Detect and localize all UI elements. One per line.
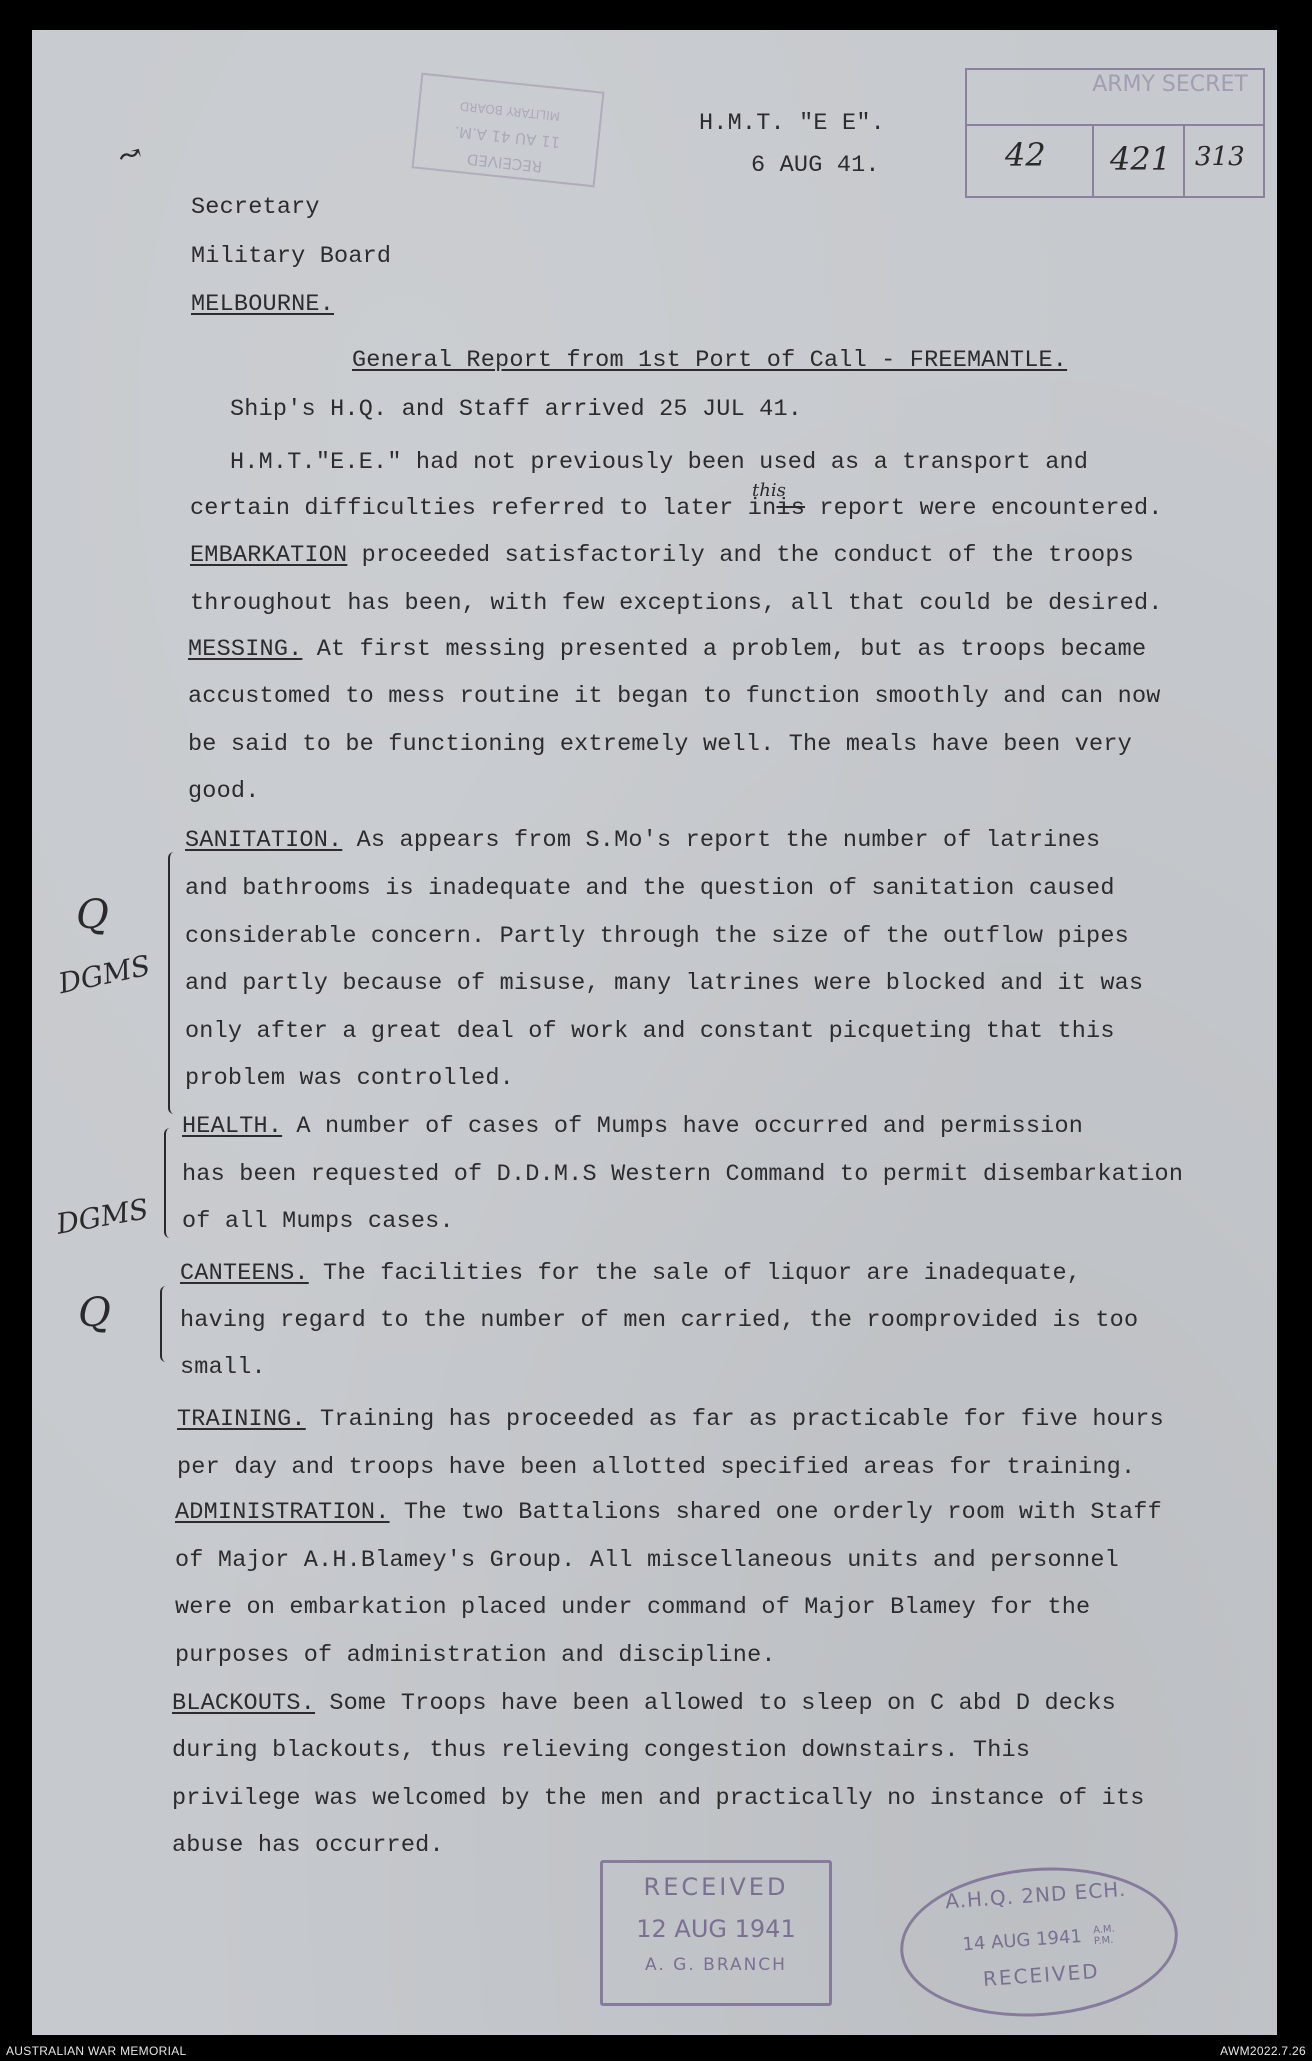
addressee-city: MELBOURNE. [191, 291, 335, 318]
faded-received-stamp [411, 73, 604, 188]
handwritten-insertion: this [752, 480, 786, 501]
struck-word: is [776, 495, 806, 522]
stamp-divider [967, 124, 1263, 126]
body-line: has been requested of D.D.M.S Western Command to permit disembarkation [182, 1161, 1184, 1188]
ag-stamp-line2: 12 AUG 1941 [636, 1915, 796, 1943]
body-line: good. [188, 778, 260, 805]
body-line: problem was controlled. [185, 1065, 514, 1092]
report-date: 6 AUG 41. [751, 152, 880, 179]
body-text: Some Troops have been allowed to sleep on C abd D decks [315, 1690, 1116, 1717]
body-line [190, 542, 1134, 569]
section-heading-embarkation: EMBARKATION [190, 542, 348, 569]
section-heading-health: HEALTH. [182, 1113, 283, 1140]
body-text: report were encountered. [819, 495, 1163, 522]
body-line: having regard to the number of men carried, the roomprovided is too [180, 1307, 1139, 1334]
received-ag-branch-stamp [600, 1860, 832, 2006]
margin-bracket-canteens [160, 1286, 174, 1362]
faded-stamp-line1: RECEIVED [466, 149, 544, 176]
ag-stamp-line1: RECEIVED [643, 1873, 789, 1901]
margin-bracket-sanitation [168, 852, 182, 1114]
section-heading-administration: ADMINISTRATION. [175, 1499, 390, 1526]
body-line: considerable concern. Partly through the size of the outflow pipes [185, 923, 1129, 950]
footer-reference: AWM2022.7.26 [1220, 2044, 1306, 2058]
file-number-2: 421 [1110, 140, 1172, 178]
body-line [180, 1260, 1081, 1287]
addressee-board: Military Board [191, 243, 392, 270]
army-secret-label: ARMY SECRET [1092, 72, 1248, 97]
ship-designation: H.M.T. "E E". [699, 110, 885, 137]
section-heading-blackouts: BLACKOUTS. [172, 1690, 316, 1717]
body-text: certain difficulties referred to later in [190, 495, 777, 522]
body-line [190, 495, 1163, 522]
body-line [177, 1406, 1164, 1433]
body-line: privilege was welcomed by the men and practically no instance of its [172, 1785, 1145, 1812]
body-line: and bathrooms is inadequate and the question of sanitation caused [185, 875, 1115, 902]
body-line: of Major A.H.Blamey's Group. All miscellaneous units and personnel [175, 1547, 1119, 1574]
faded-stamp-line2: 11 AU 41 A.M. [453, 122, 562, 152]
body-line: and partly because of misuse, many latrines were blocked and it was [185, 970, 1144, 997]
document-page [32, 30, 1277, 2035]
footer-credit: AUSTRALIAN WAR MEMORIAL [6, 2044, 187, 2058]
section-heading-sanitation: SANITATION. [185, 827, 343, 854]
body-text: A number of cases of Mumps have occurred and permission [282, 1113, 1084, 1140]
faded-stamp-line3: MILITARY BOARD [459, 98, 561, 124]
body-text: proceeded satisfactorily and the conduct of the troops [347, 542, 1134, 569]
stamp-divider [1183, 124, 1185, 196]
ahq-am-pm [1093, 1924, 1116, 1947]
margin-note-dgms-2: DGMS [53, 1192, 151, 1241]
section-heading-canteens: CANTEENS. [180, 1260, 309, 1287]
stamp-divider [1092, 124, 1094, 196]
body-line: Ship's H.Q. and Staff arrived 25 JUL 41. [230, 396, 803, 423]
body-line: accustomed to mess routine it began to function smoothly and can now [188, 683, 1161, 710]
ahq-stamp-line2: 14 AUG 1941 [961, 1926, 1083, 1956]
body-line: only after a great deal of work and constant picqueting that this [185, 1018, 1115, 1045]
body-text: At first messing presented a problem, but as troops became [302, 636, 1147, 663]
body-line [188, 636, 1146, 663]
file-number-3: 313 [1195, 142, 1245, 172]
ahq-stamp-line1: A.H.Q. 2ND ECH. [944, 1876, 1127, 1914]
body-text: The two Battalions shared one orderly room with Staff [389, 1499, 1162, 1526]
body-line: of all Mumps cases. [182, 1208, 454, 1235]
margin-note-q: Q [76, 892, 109, 938]
body-line: throughout has been, with few exceptions, all that could be desired. [190, 590, 1163, 617]
body-text: As appears from S.Mo's report the number of latrines [342, 827, 1101, 854]
tick-mark: ↝ [114, 135, 146, 174]
ahq-stamp-date-row [902, 1920, 1175, 1961]
army-secret-stamp [965, 68, 1265, 198]
body-line: H.M.T."E.E." had not previously been used as a transport and [230, 449, 1089, 476]
ahq-stamp-line3: RECEIVED [982, 1958, 1101, 1991]
body-line: were on embarkation placed under command of Major Blamey for the [175, 1594, 1091, 1621]
body-line [182, 1113, 1083, 1140]
body-line [172, 1690, 1116, 1717]
section-heading-training: TRAINING. [177, 1406, 306, 1433]
body-line: during blackouts, thus relieving congestion downstairs. This [172, 1737, 1031, 1764]
body-line: abuse has occurred. [172, 1832, 444, 1859]
ahq-am: A.M. [1092, 1923, 1116, 1937]
body-line: purposes of administration and discipline. [175, 1642, 776, 1669]
section-heading-messing: MESSING. [188, 636, 303, 663]
body-line [175, 1499, 1162, 1526]
body-line [185, 827, 1100, 854]
ag-stamp-line3: A. G. BRANCH [645, 1955, 787, 1975]
margin-note-q-2: Q [78, 1290, 111, 1336]
body-text: Training has proceeded as far as practicable for five hours [305, 1406, 1164, 1433]
ahq-pm: P.M. [1093, 1934, 1114, 1948]
report-title: General Report from 1st Port of Call - FREEMANTLE. [352, 347, 1068, 374]
body-line: small. [180, 1354, 266, 1381]
body-line: be said to be functioning extremely well. The meals have been very [188, 731, 1132, 758]
margin-bracket-health [164, 1128, 178, 1238]
addressee-title: Secretary [191, 194, 320, 221]
body-line: per day and troops have been allotted specified areas for training. [177, 1454, 1136, 1481]
ahq-2nd-ech-stamp [895, 1858, 1183, 2025]
body-text: The facilities for the sale of liquor are inadequate, [308, 1260, 1082, 1287]
margin-note-dgms: DGMS [55, 948, 154, 1001]
file-number-1: 42 [1005, 136, 1046, 174]
